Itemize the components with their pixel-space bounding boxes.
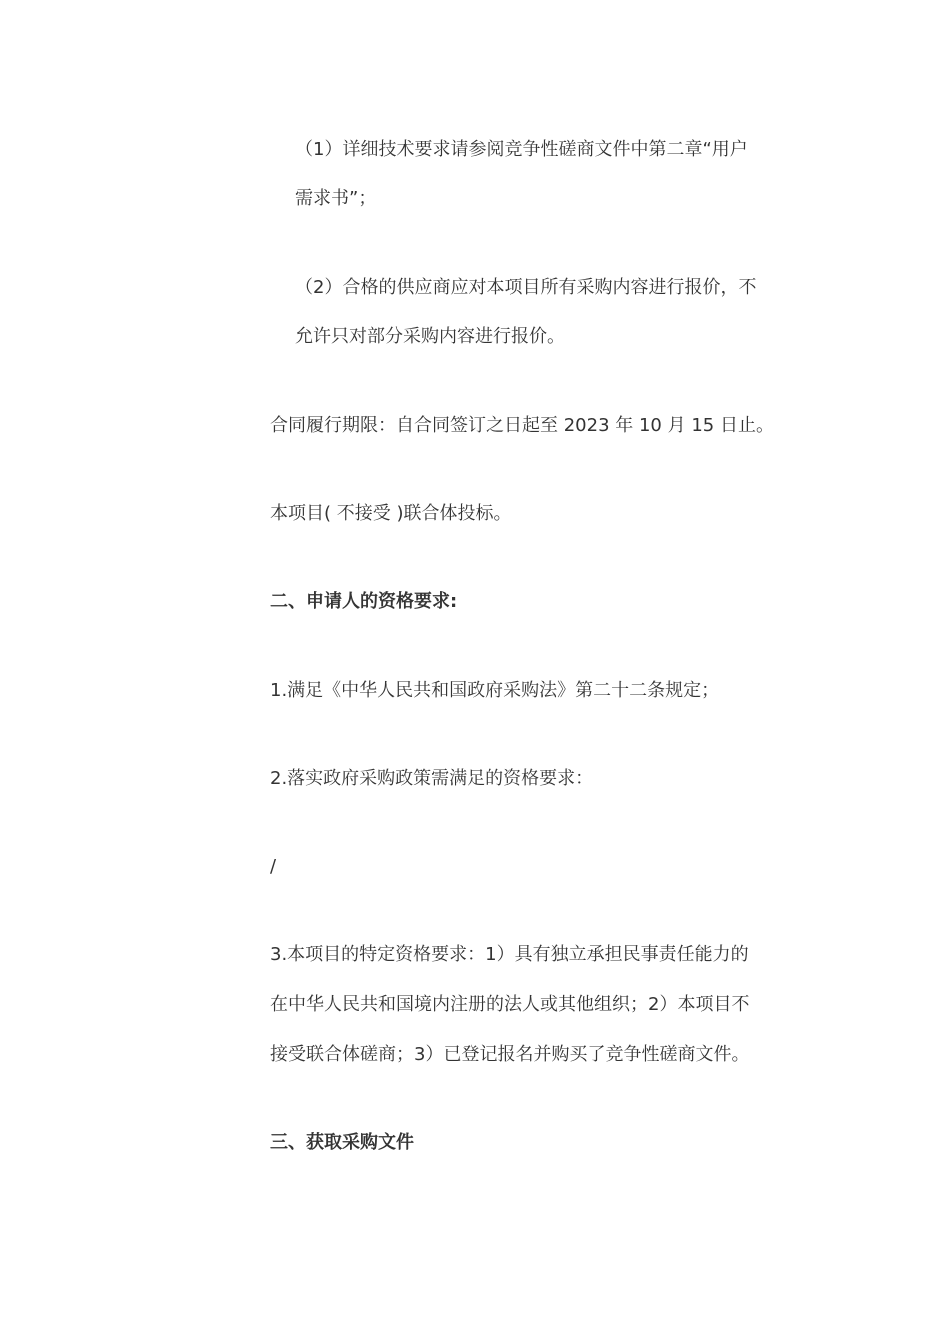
item1-line1: （1）详细技术要求请参阅竞争性磋商文件中第二章“用户 (295, 139, 748, 160)
section3-heading: 三、获取采购文件 (270, 1132, 414, 1153)
section2-heading: 二、申请人的资格要求: (270, 591, 458, 612)
contract-period-text: 合同履行期限：自合同签订之日起至 2023 年 10 月 15 日止。 (270, 415, 774, 436)
requirement-3-line3: 接受联合体磋商；3）已登记报名并购买了竞争性磋商文件。 (270, 1044, 750, 1065)
requirement-1: 1.满足《中华人民共和国政府采购法》第二十二条规定； (270, 680, 720, 701)
item1-line2: 需求书”； (295, 188, 377, 209)
requirement-2-value: / (270, 856, 277, 877)
requirement-3-line1: 3.本项目的特定资格要求：1）具有独立承担民事责任能力的 (270, 944, 749, 965)
consortium-text: 本项目( 不接受 )联合体投标。 (270, 503, 512, 524)
requirement-2: 2.落实政府采购政策需满足的资格要求： (270, 768, 594, 789)
item2-line1: （2）合格的供应商应对本项目所有采购内容进行报价，不 (295, 277, 757, 298)
item2-line2: 允许只对部分采购内容进行报价。 (295, 326, 565, 347)
requirement-3-line2: 在中华人民共和国境内注册的法人或其他组织；2）本项目不 (270, 994, 750, 1015)
